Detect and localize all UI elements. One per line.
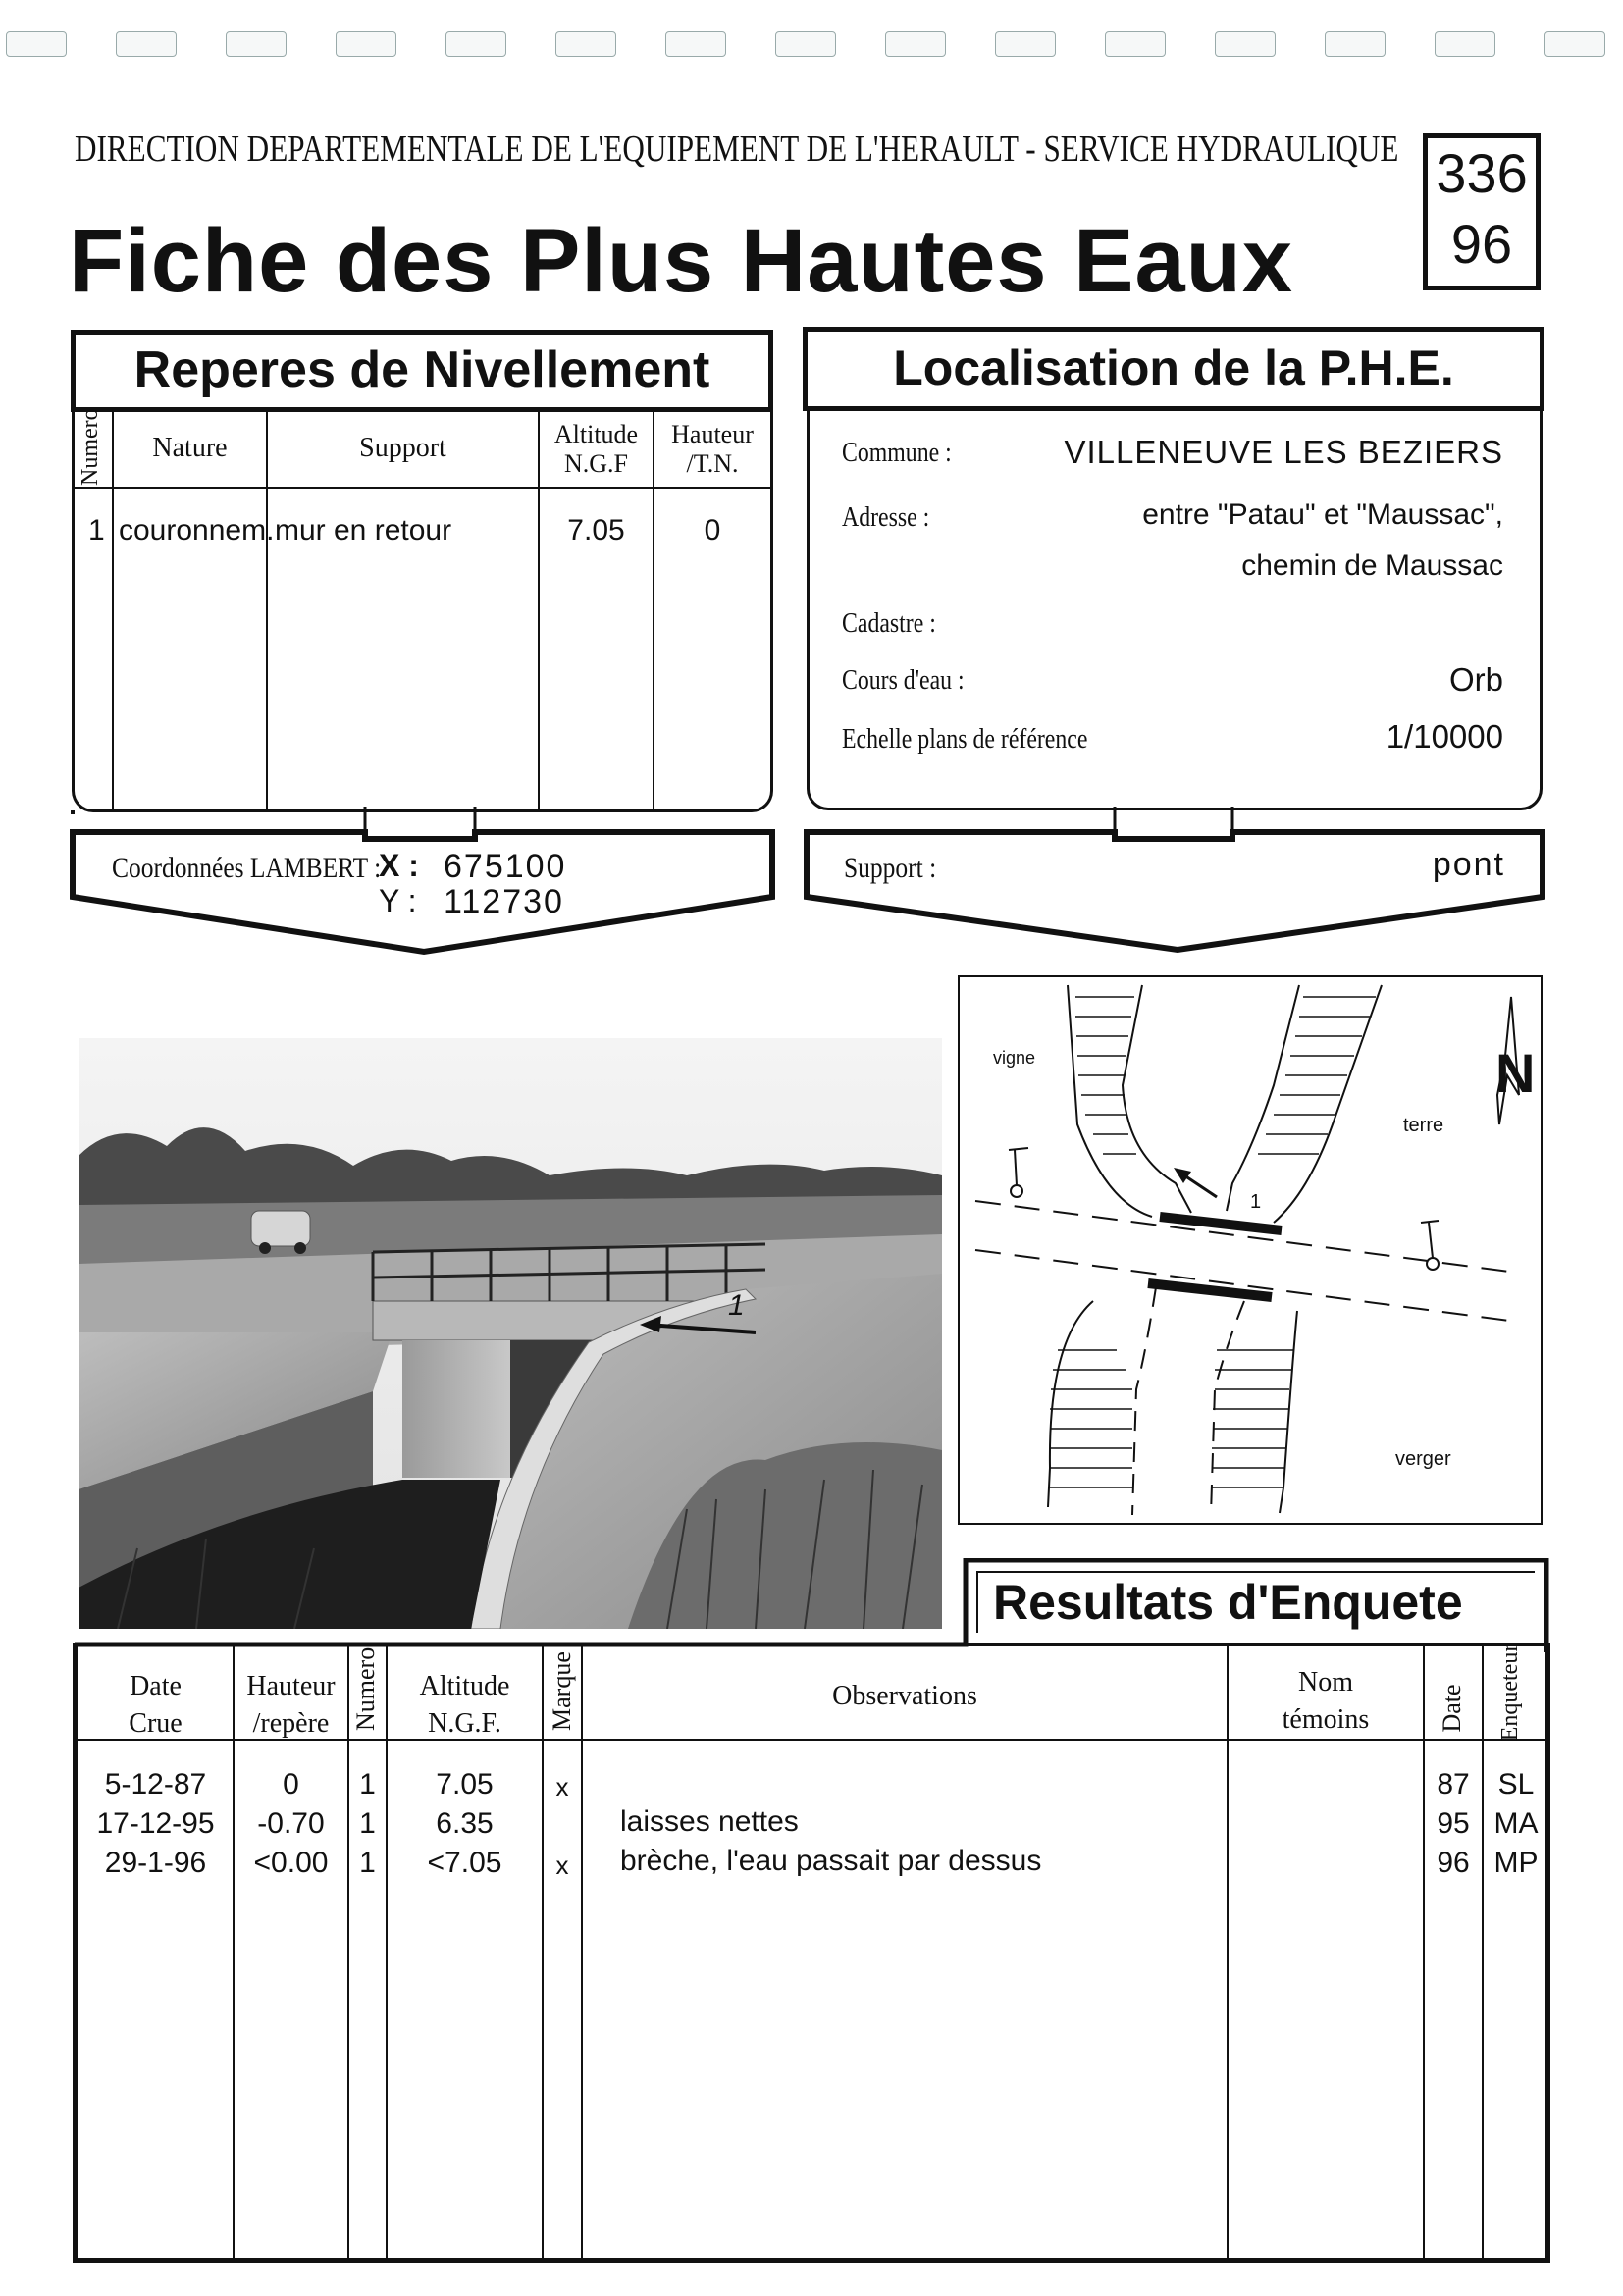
reperes-col-hauteur bbox=[654, 420, 770, 479]
resultats-col-altitude-line1: Altitude bbox=[419, 1671, 510, 1701]
support-value: pont bbox=[1432, 846, 1505, 883]
lambert-x-value: 675100 bbox=[444, 848, 567, 885]
photo-marker: 1 bbox=[728, 1289, 745, 1322]
reperes-col-hauteur-line1: Hauteur bbox=[671, 420, 754, 448]
resultats-col-altitude bbox=[388, 1668, 542, 1743]
resultats-col-date-line2: Crue bbox=[129, 1708, 183, 1739]
resultats-col-hauteur-line1: Hauteur bbox=[246, 1671, 336, 1701]
row-marque: x bbox=[555, 1851, 569, 1880]
cadastre-label: Cadastre : bbox=[842, 608, 936, 639]
row-altitude: 7.05 bbox=[436, 1768, 494, 1800]
row-hauteur: -0.70 bbox=[257, 1807, 325, 1840]
reperes-col-support: Support bbox=[359, 433, 446, 463]
lambert-y-label: Y : bbox=[379, 883, 417, 918]
reperes-col-nature: Nature bbox=[152, 433, 228, 463]
reperes-row-numero: 1 bbox=[88, 514, 105, 547]
plan-label-vigne: vigne bbox=[993, 1048, 1036, 1068]
resultats-col-observations: Observations bbox=[832, 1681, 977, 1711]
resultats-col-altitude-line2: N.G.F. bbox=[428, 1708, 501, 1739]
reperes-row-altitude: 7.05 bbox=[567, 514, 625, 547]
plan-drawing bbox=[960, 977, 1541, 1523]
commune-value: VILLENEUVE LES BEZIERS bbox=[1064, 434, 1503, 470]
cours-eau-label: Cours d'eau : bbox=[842, 665, 965, 696]
row-date: 17-12-95 bbox=[96, 1807, 215, 1840]
commune-label: Commune : bbox=[842, 438, 952, 468]
row-altitude: <7.05 bbox=[427, 1847, 502, 1879]
reperes-col-altitude-line1: Altitude bbox=[553, 420, 639, 448]
echelle-label: Echelle plans de référence bbox=[842, 724, 1088, 755]
row-observations: laisses nettes bbox=[620, 1805, 799, 1838]
resultats-col-nom bbox=[1229, 1664, 1423, 1739]
page-title: Fiche des Plus Hautes Eaux bbox=[69, 211, 1294, 311]
reference-number-box bbox=[1423, 133, 1541, 290]
row-enqueteur: MP bbox=[1493, 1847, 1539, 1879]
support-label: Support : bbox=[844, 852, 937, 884]
resultats-col-marque: Marque bbox=[548, 1651, 576, 1731]
bridge-photo bbox=[79, 1038, 942, 1629]
north-icon: N bbox=[1495, 1042, 1536, 1104]
lambert-x-label: X : bbox=[379, 848, 419, 883]
row-date: 5-12-87 bbox=[104, 1768, 207, 1800]
reperes-col-altitude bbox=[540, 420, 653, 479]
reperes-title: Reperes de Nivellement bbox=[71, 330, 773, 412]
resultats-col-date-line1: Date bbox=[130, 1671, 182, 1701]
plan-marker: 1 bbox=[1250, 1191, 1262, 1213]
row-enqueteur: MA bbox=[1493, 1807, 1539, 1840]
row-date-enquete: 96 bbox=[1437, 1847, 1470, 1879]
resultats-col-numero: Numero bbox=[351, 1646, 380, 1731]
row-marque: x bbox=[555, 1772, 569, 1801]
binding-holes bbox=[0, 31, 1623, 61]
reperes-col-hauteur-line2: /T.N. bbox=[686, 449, 739, 478]
reference-number-bottom: 96 bbox=[1450, 213, 1513, 275]
resultats-col-hauteur bbox=[235, 1668, 347, 1743]
adresse-line2: chemin de Maussac bbox=[1241, 549, 1503, 582]
row-altitude: 6.35 bbox=[436, 1807, 494, 1840]
reperes-row-nature: couronnem. bbox=[119, 514, 275, 547]
resultats-col-nom-line1: Nom bbox=[1298, 1667, 1353, 1697]
echelle-value: 1/10000 bbox=[1386, 718, 1503, 755]
row-date-enquete: 95 bbox=[1437, 1807, 1470, 1840]
row-observations: brèche, l'eau passait par dessus bbox=[620, 1845, 1042, 1877]
resultats-col-nom-line2: témoins bbox=[1282, 1704, 1370, 1735]
lambert-label: Coordonnées LAMBERT : bbox=[112, 852, 382, 884]
reference-number-top: 336 bbox=[1436, 142, 1528, 204]
location-plan bbox=[958, 975, 1543, 1525]
reperes-col-altitude-line2: N.G.F bbox=[563, 449, 628, 478]
resultats-col-enqueteur: Enqueteur bbox=[1497, 1644, 1523, 1742]
row-numero: 1 bbox=[359, 1847, 376, 1879]
resultats-title: Resultats d'Enquete bbox=[993, 1575, 1463, 1630]
cours-eau-value: Orb bbox=[1448, 661, 1503, 698]
row-numero: 1 bbox=[359, 1768, 376, 1800]
reperes-row-hauteur: 0 bbox=[704, 514, 721, 547]
reperes-col-numero: Numero bbox=[78, 408, 103, 486]
row-hauteur: <0.00 bbox=[253, 1847, 329, 1879]
row-enqueteur: SL bbox=[1497, 1768, 1535, 1800]
row-hauteur: 0 bbox=[283, 1768, 299, 1800]
row-numero: 1 bbox=[359, 1807, 376, 1840]
plan-label-terre: terre bbox=[1403, 1115, 1444, 1136]
lambert-y-value: 112730 bbox=[444, 883, 564, 920]
service-heading: DIRECTION DEPARTEMENTALE DE L'EQUIPEMENT DE L'HERAULT - SERVICE HYDRAULIQUE bbox=[75, 129, 1399, 170]
localisation-title: Localisation de la P.H.E. bbox=[803, 327, 1544, 411]
adresse-line1: entre "Patau" et "Maussac", bbox=[1142, 498, 1503, 531]
adresse-label: Adresse : bbox=[842, 502, 930, 533]
row-date-enquete: 87 bbox=[1437, 1768, 1470, 1800]
plan-label-verger: verger bbox=[1395, 1448, 1451, 1470]
resultats-col-hauteur-line2: /repère bbox=[252, 1708, 330, 1739]
reperes-row-support: mur en retour bbox=[275, 514, 452, 547]
resultats-col-date-enquete: Date bbox=[1438, 1684, 1466, 1733]
resultats-col-date bbox=[79, 1668, 233, 1743]
row-date: 29-1-96 bbox=[104, 1847, 207, 1879]
